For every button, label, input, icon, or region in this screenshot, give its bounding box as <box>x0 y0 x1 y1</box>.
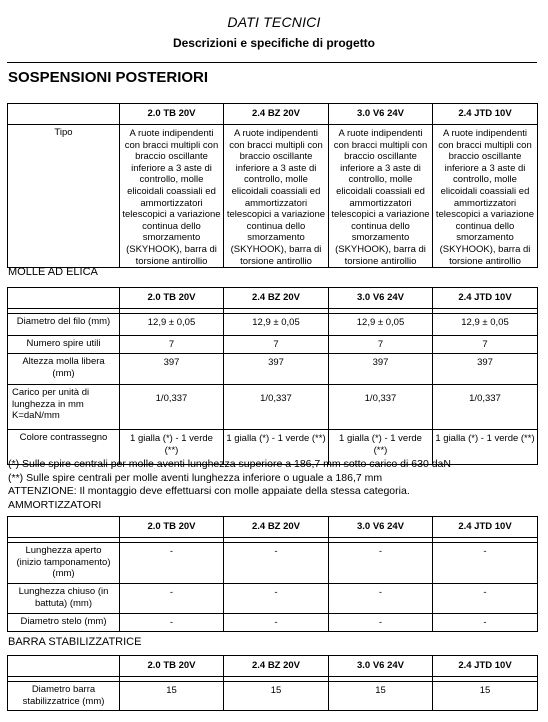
table-cell: 397 <box>433 354 538 385</box>
engine-header: 2.4 JTD 10V <box>433 517 538 538</box>
header-blank-cell <box>8 288 120 309</box>
engine-header: 3.0 V6 24V <box>329 517 433 538</box>
engine-header: 2.0 TB 20V <box>120 656 224 677</box>
table-cell: 12,9 ± 0,05 <box>433 314 538 336</box>
table-row <box>8 614 538 632</box>
table-row <box>8 584 538 614</box>
barra-table <box>7 655 538 711</box>
table-cell: - <box>329 543 433 584</box>
table-cell: 397 <box>329 354 433 385</box>
footnote: ATTENZIONE: Il montaggio deve effettuarsi con molle appaiate della stessa categoria. <box>8 485 410 497</box>
table-header-row <box>8 104 538 125</box>
table-cell: 12,9 ± 0,05 <box>120 314 224 336</box>
table-cell: A ruote indipendenti con bracci multipli con braccio oscillante inferiore a 3 aste di controllo, molle elicoidali coassiali ed ammortizzatori telescopici a variazione continua dello smorzamento (SKYHOOK), barra di torsione antirollio <box>120 125 224 268</box>
engine-header: 2.4 BZ 20V <box>224 517 329 538</box>
footnote: (*) Sulle spire centrali per molle aventi lunghezza superiore a 186,7 mm sotto carico di 630 daN <box>8 458 451 470</box>
table-header-row <box>8 656 538 677</box>
table-row <box>8 682 538 711</box>
table-cell: 12,9 ± 0,05 <box>224 314 329 336</box>
table-cell: - <box>120 584 224 614</box>
engine-header: 2.0 TB 20V <box>120 288 224 309</box>
engine-header: 3.0 V6 24V <box>329 656 433 677</box>
tipo-table <box>7 103 538 268</box>
molle-section-title: MOLLE AD ELICA <box>8 266 98 278</box>
table-cell: 397 <box>224 354 329 385</box>
table-cell: 1 gialla (*) - 1 verde (**) <box>433 430 538 465</box>
table-cell: A ruote indipendenti con bracci multipli con braccio oscillante inferiore a 3 aste di controllo, molle elicoidali coassiali ed ammortizzatori telescopici a variazione continua dello smorzamento (SKYHOOK), barra di torsione antirollio <box>224 125 329 268</box>
table-cell: 15 <box>224 682 329 711</box>
ammortizzatori-table <box>7 516 538 632</box>
row-label: Numero spire utili <box>8 336 120 354</box>
header-divider <box>7 62 537 63</box>
table-row <box>8 336 538 354</box>
table-cell: 15 <box>433 682 538 711</box>
table-cell: - <box>120 543 224 584</box>
table-cell: 7 <box>433 336 538 354</box>
table-row <box>8 543 538 584</box>
engine-header: 2.4 BZ 20V <box>224 656 329 677</box>
row-label: Diametro stelo (mm) <box>8 614 120 632</box>
document-title: DATI TECNICI <box>227 14 321 30</box>
table-cell: 1/0,337 <box>120 385 224 430</box>
header-blank-cell <box>8 104 120 125</box>
table-cell: 15 <box>329 682 433 711</box>
row-label: Lunghezza aperto (inizio tamponamento) (mm) <box>8 543 120 584</box>
table-cell: - <box>120 614 224 632</box>
table-cell: 7 <box>224 336 329 354</box>
engine-header: 2.0 TB 20V <box>120 517 224 538</box>
engine-header: 2.0 TB 20V <box>120 104 224 125</box>
table-cell: - <box>224 543 329 584</box>
engine-header: 2.4 JTD 10V <box>433 656 538 677</box>
header-blank-cell <box>8 517 120 538</box>
table-cell: 1/0,337 <box>433 385 538 430</box>
row-label: Lunghezza chiuso (in battuta) (mm) <box>8 584 120 614</box>
ammortizzatori-section-title: AMMORTIZZATORI <box>8 498 102 511</box>
barra-section-title: BARRA STABILIZZATRICE <box>8 636 142 648</box>
engine-header: 2.4 JTD 10V <box>433 288 538 309</box>
table-cell: 1/0,337 <box>329 385 433 430</box>
row-label: Diametro barra stabilizzatrice (mm) <box>8 682 120 711</box>
table-cell: A ruote indipendenti con bracci multipli con braccio oscillante inferiore a 3 aste di controllo, molle elicoidali coassiali ed ammortizzatori telescopici a variazione continua dello smorzamento (SKYHOOK), barra di torsione antirollio <box>433 125 538 268</box>
table-row <box>8 125 538 268</box>
table-cell: - <box>329 584 433 614</box>
section-title: SOSPENSIONI POSTERIORI <box>8 69 209 86</box>
engine-header: 2.4 BZ 20V <box>224 288 329 309</box>
row-label: Colore contrassegno <box>8 430 120 465</box>
table-header-row <box>8 517 538 538</box>
table-cell: - <box>433 614 538 632</box>
table-row <box>8 354 538 385</box>
table-cell: 1 gialla (*) - 1 verde (**) <box>329 430 433 465</box>
row-label: Tipo <box>8 125 120 268</box>
table-cell: 1 gialla (*) - 1 verde (**) <box>120 430 224 465</box>
table-header-row <box>8 288 538 309</box>
table-cell: 15 <box>120 682 224 711</box>
row-label: Altezza molla libera (mm) <box>8 354 120 385</box>
table-row <box>8 314 538 336</box>
footnote: (**) Sulle spire centrali per molle aventi lunghezza inferiore o uguale a 186,7 mm <box>8 471 383 484</box>
table-cell: 7 <box>120 336 224 354</box>
engine-header: 2.4 JTD 10V <box>433 104 538 125</box>
row-label: Carico per unità di lunghezza in mm K=daN/mm <box>8 385 120 430</box>
molle-table <box>7 287 538 465</box>
row-label: Diametro del filo (mm) <box>8 314 120 336</box>
engine-header: 3.0 V6 24V <box>329 288 433 309</box>
table-cell: 397 <box>120 354 224 385</box>
table-cell: - <box>224 584 329 614</box>
table-cell: - <box>433 543 538 584</box>
header-blank-cell <box>8 656 120 677</box>
table-cell: - <box>329 614 433 632</box>
engine-header: 3.0 V6 24V <box>329 104 433 125</box>
table-cell: 1/0,337 <box>224 385 329 430</box>
table-cell: 7 <box>329 336 433 354</box>
document-subtitle: Descrizioni e specifiche di progetto <box>172 36 376 50</box>
table-cell: - <box>224 614 329 632</box>
table-cell: - <box>433 584 538 614</box>
table-cell: 1 gialla (*) - 1 verde (**) <box>224 430 329 465</box>
footnotes <box>8 458 543 512</box>
table-cell: 12,9 ± 0,05 <box>329 314 433 336</box>
table-row <box>8 385 538 430</box>
table-cell: A ruote indipendenti con bracci multipli con braccio oscillante inferiore a 3 aste di controllo, molle elicoidali coassiali ed ammortizzatori telescopici a variazione continua dello smorzamento (SKYHOOK), barra di torsione antirollio <box>329 125 433 268</box>
engine-header: 2.4 BZ 20V <box>224 104 329 125</box>
